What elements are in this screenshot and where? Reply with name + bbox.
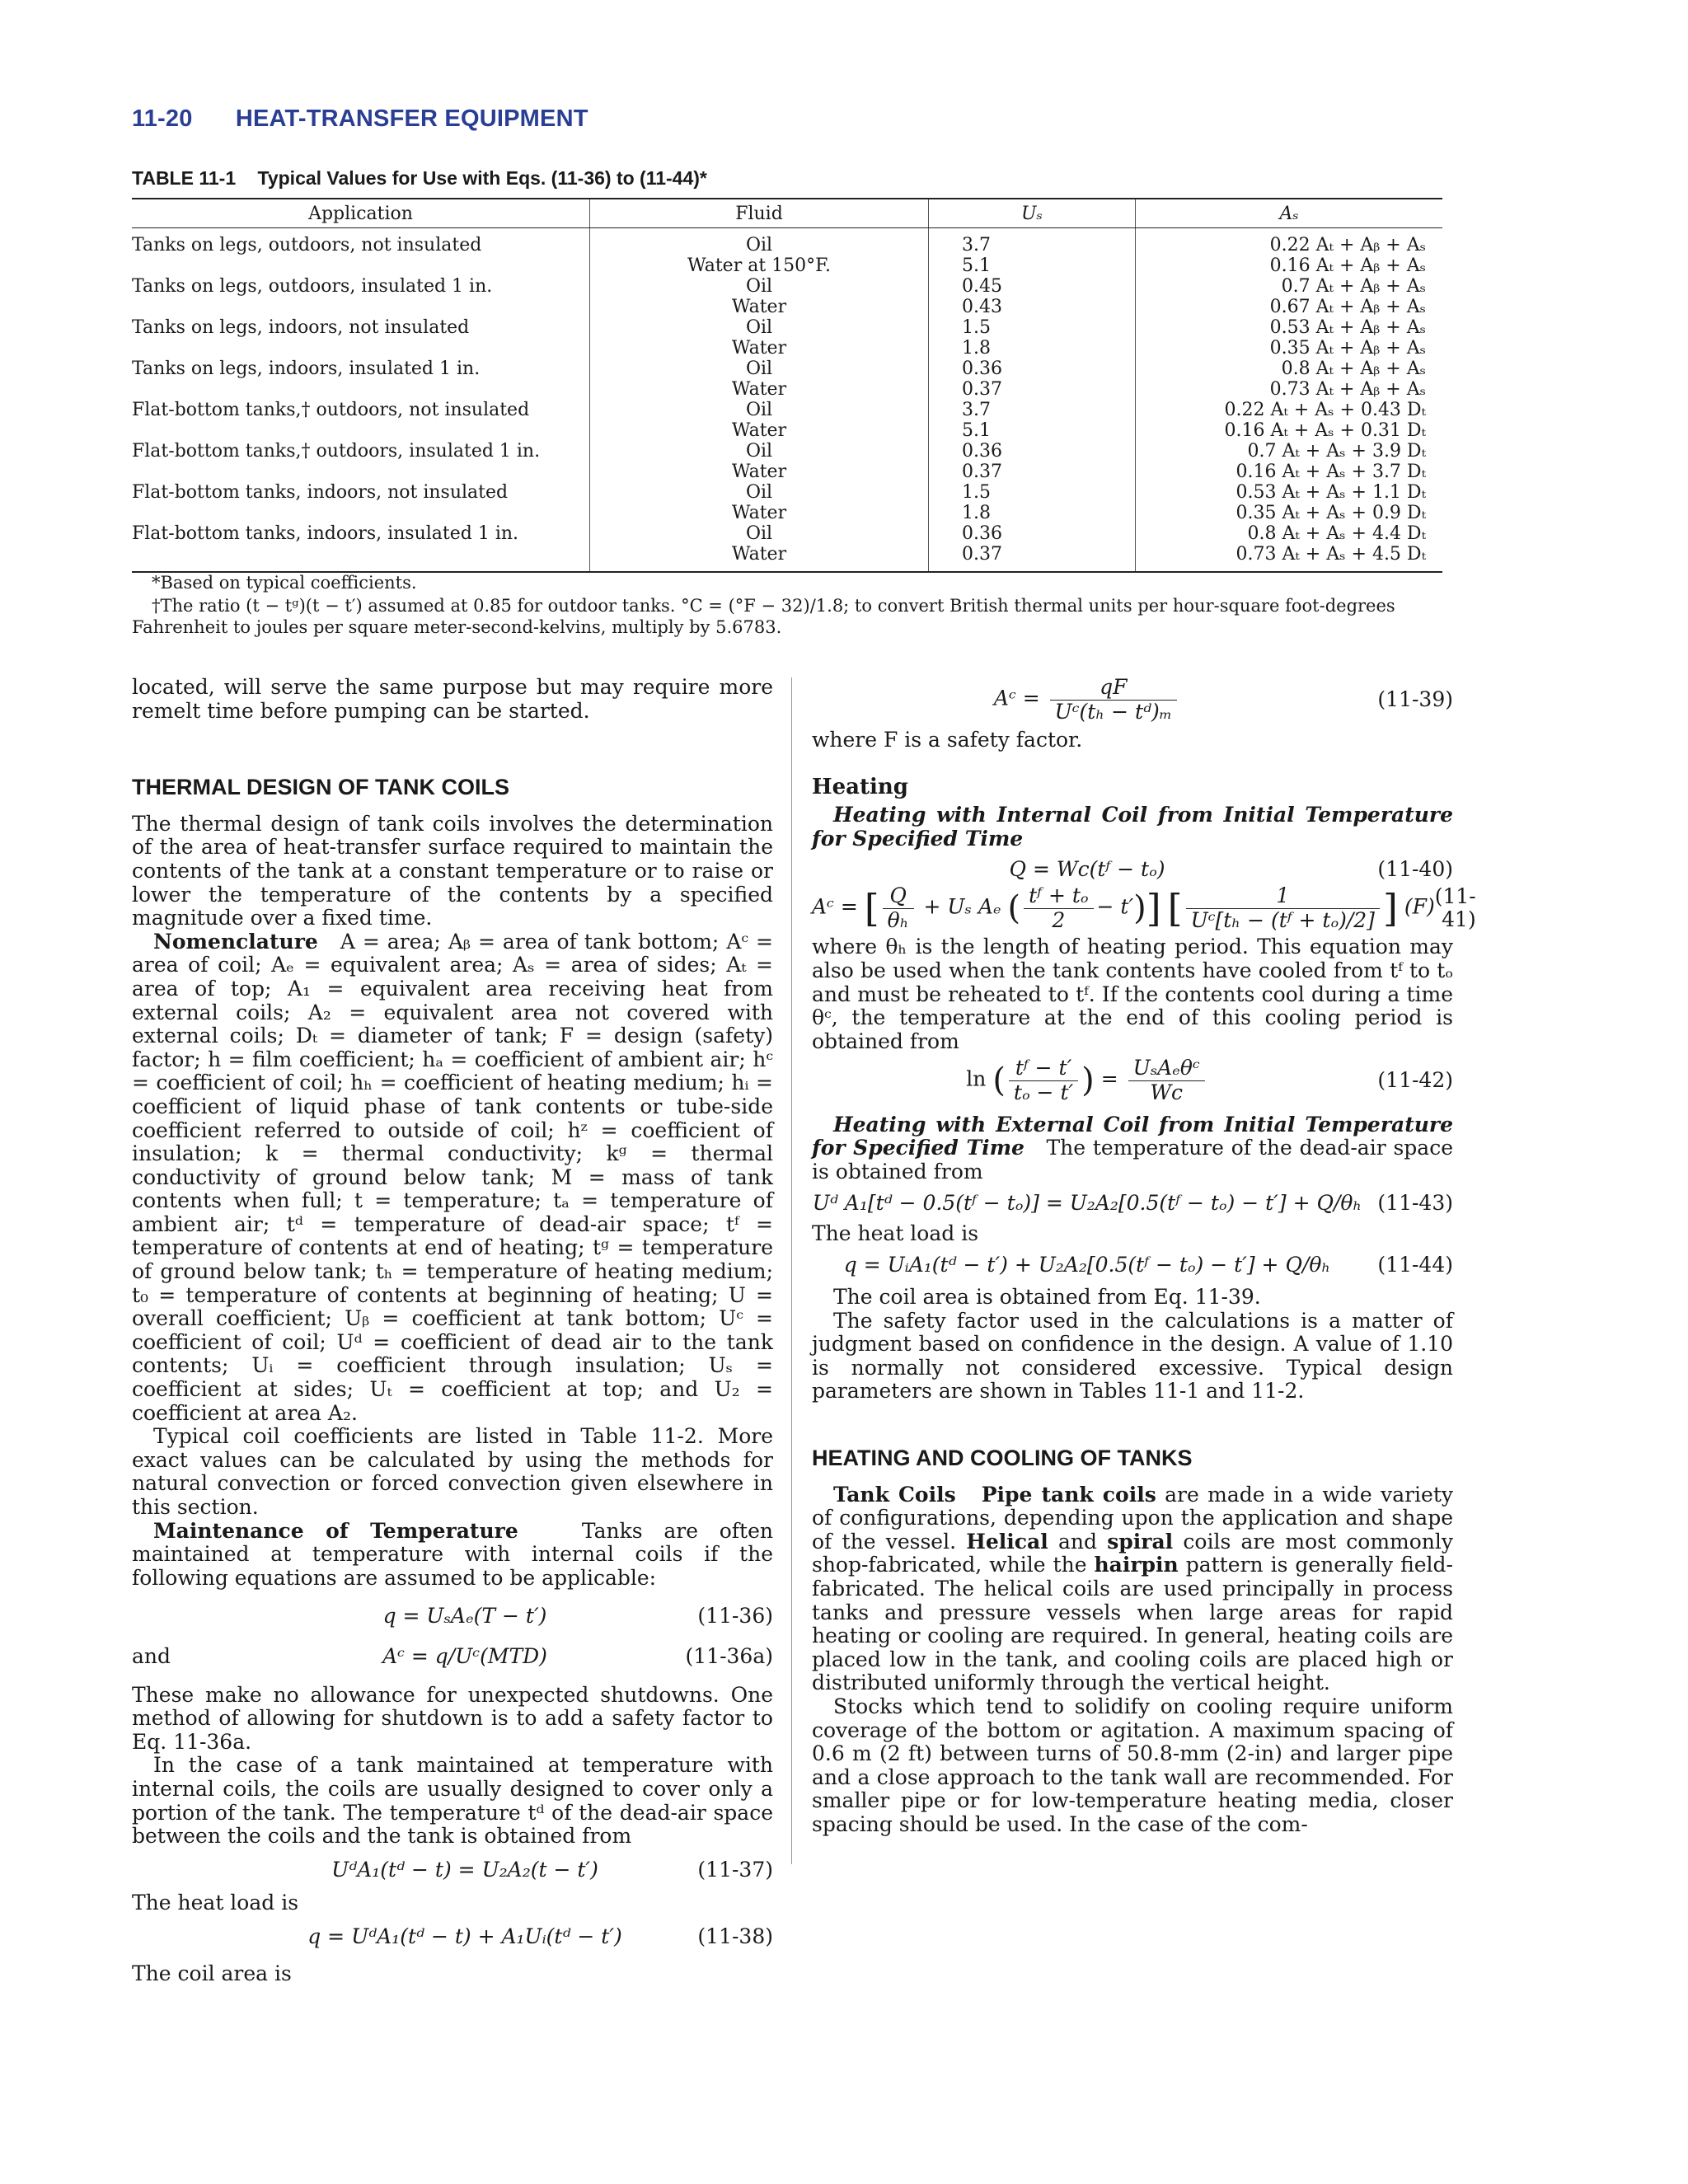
cell-us: 5.1 bbox=[929, 420, 1136, 441]
paragraph-safety-factor: where F is a safety factor. bbox=[812, 728, 1083, 752]
eq38-number: (11-38) bbox=[697, 1924, 773, 1948]
eq42-rden: Wc bbox=[1150, 1080, 1184, 1104]
cell-application bbox=[132, 297, 590, 317]
eq40-body: Q = Wc(tᶠ − tₒ) bbox=[1009, 856, 1165, 881]
paragraph-safety-judgment: The safety factor used in the calculations is a matter of judgment based on confidence in the design. A value of 1.10 is normally not considered excessive. Typical design parameters are shown in Tables 11-1 and 11-2. bbox=[812, 1308, 1453, 1404]
cell-as: 0.53 Aₜ + Aₛ + 1.1 Dₜ bbox=[1136, 482, 1443, 503]
cell-application bbox=[132, 379, 590, 400]
cell-fluid: Water bbox=[590, 462, 929, 482]
cell-fluid: Oil bbox=[590, 400, 929, 420]
cell-as: 0.8 Aₜ + Aᵦ + Aₛ bbox=[1136, 359, 1443, 379]
paragraph-external bbox=[812, 1113, 1453, 1184]
cell-as: 0.53 Aₜ + Aᵦ + Aₛ bbox=[1136, 317, 1443, 338]
paragraph-shutdown: These make no allowance for unexpected shutdowns. One method of allowing for shutdown is to add a safety factor to Eq. 11-36a. bbox=[132, 1682, 773, 1754]
cell-us: 0.36 bbox=[929, 359, 1136, 379]
cell-us: 0.36 bbox=[929, 441, 1136, 462]
running-head bbox=[132, 105, 588, 133]
eq43-number: (11-43) bbox=[1377, 1191, 1453, 1216]
cell-application: Tanks on legs, indoors, not insulated bbox=[132, 317, 470, 338]
table-label: TABLE 11-1 bbox=[132, 167, 237, 189]
cell-as: 0.7 Aₜ + Aᵦ + Aₛ bbox=[1136, 276, 1443, 297]
cell-fluid: Water bbox=[590, 503, 929, 523]
footnote-2: †The ratio (t − tᵍ)(t − t′) assumed at 0.85 for outdoor tanks. °C = (°F − 32)/1.8; to convert British thermal units per hour-square foot-degrees Fahrenheit to joules per square meter-second-kelvins, multiply by 5.6783. bbox=[132, 596, 1395, 637]
cell-as: 0.73 Aₜ + Aᵦ + Aₛ bbox=[1136, 379, 1443, 400]
eq40-number: (11-40) bbox=[1377, 856, 1453, 881]
table-row bbox=[132, 420, 1442, 441]
cell-us: 1.8 bbox=[929, 503, 1136, 523]
cell-application bbox=[132, 255, 590, 276]
paragraph-case: In the case of a tank maintained at temperature with internal coils, the coils are usually designed to cover only a portion of the tank. The temperature tᵈ of the dead-air space between the coils and the tank is obtained from bbox=[132, 1753, 773, 1849]
cell-application: Tanks on legs, indoors, insulated 1 in. bbox=[132, 359, 481, 379]
cell-us: 0.43 bbox=[929, 297, 1136, 317]
cell-us: 0.37 bbox=[929, 544, 1136, 572]
eq41-one: 1 bbox=[1186, 884, 1380, 909]
cell-application bbox=[132, 462, 590, 482]
maintenance-text: Tanks are often maintained at temperature with internal coils if the following equations are assumed to be applicable: bbox=[132, 1518, 773, 1590]
cell-us: 3.7 bbox=[929, 228, 1136, 256]
eq36-number: (11-36) bbox=[697, 1604, 773, 1629]
eq37-number: (11-37) bbox=[697, 1857, 773, 1882]
values-table bbox=[132, 198, 1442, 573]
cell-us: 3.7 bbox=[929, 400, 1136, 420]
eq36a-body: Aᶜ = q/Uᶜ(MTD) bbox=[382, 1643, 547, 1668]
equation-11-44 bbox=[812, 1254, 1453, 1277]
table-row bbox=[132, 544, 1442, 572]
bold-pipe-tank-coils: Pipe tank coils bbox=[981, 1482, 1156, 1507]
cell-fluid: Oil bbox=[590, 317, 929, 338]
eq41-tprime: − t′ bbox=[1096, 894, 1134, 919]
paragraph-nomenclature bbox=[132, 930, 773, 1425]
table-row bbox=[132, 359, 1442, 379]
cell-us: 0.37 bbox=[929, 379, 1136, 400]
bold-helical: Helical bbox=[966, 1529, 1048, 1554]
table-caption bbox=[132, 167, 707, 190]
cell-as: 0.16 Aₜ + Aₛ + 0.31 Dₜ bbox=[1136, 420, 1443, 441]
cell-us: 1.5 bbox=[929, 317, 1136, 338]
paragraph-intro: located, will serve the same purpose but may require more remelt time before pumping can be started. bbox=[132, 675, 773, 723]
cell-fluid: Water at 150°F. bbox=[590, 255, 929, 276]
heading-heating-cooling: HEATING AND COOLING OF TANKS bbox=[812, 1446, 1193, 1471]
paragraph-theta: where θₕ is the length of heating period. This equation may also be used when the tank contents have cooled from tᶠ to tₒ and must be reheated to tᶠ. If the contents cool during a time θᶜ, the temperature at the end of this cooling period is obtained from bbox=[812, 935, 1453, 1053]
eq41-tnum: tᶠ + tₒ bbox=[1024, 884, 1093, 909]
bold-hairpin: hairpin bbox=[1094, 1553, 1179, 1577]
coil-area-label: The coil area is bbox=[132, 1961, 292, 1985]
table-body bbox=[132, 228, 1442, 573]
cell-application bbox=[132, 544, 590, 572]
heat-load-label: The heat load is bbox=[132, 1891, 299, 1915]
eq37-body: UᵈA₁(tᵈ − t) = U₂A₂(t − t′) bbox=[331, 1857, 598, 1882]
table-row bbox=[132, 482, 1442, 503]
equation-11-36 bbox=[132, 1605, 773, 1629]
heading-internal-coil: Heating with Internal Coil from Initial Temperature for Specified Time bbox=[812, 803, 1453, 851]
cell-fluid: Oil bbox=[590, 482, 929, 503]
cell-application: Flat-bottom tanks, indoors, not insulated bbox=[132, 482, 509, 503]
tank-coils-head: Tank Coils bbox=[833, 1482, 956, 1507]
table-row bbox=[132, 255, 1442, 276]
cell-fluid: Oil bbox=[590, 276, 929, 297]
eq36a-number: (11-36a) bbox=[685, 1643, 773, 1668]
eq42-denominator: tₒ − t′ bbox=[1013, 1080, 1074, 1104]
cell-as: 0.22 Aₜ + Aₛ + 0.43 Dₜ bbox=[1136, 400, 1443, 420]
cell-us: 1.5 bbox=[929, 482, 1136, 503]
eq44-body: q = UᵢA₁(tᵈ − t′) + U₂A₂[0.5(tᶠ − tₒ) − t′] + Q/θₕ bbox=[843, 1253, 1331, 1277]
equation-11-40 bbox=[812, 858, 1453, 882]
eq42-number: (11-42) bbox=[1377, 1068, 1453, 1093]
paragraph-tank-coils bbox=[812, 1483, 1453, 1695]
nomenclature-head: Nomenclature bbox=[153, 929, 318, 954]
eq38-body: q = UᵈA₁(tᵈ − t) + A₁Uᵢ(tᵈ − t′) bbox=[307, 1924, 622, 1948]
eq42-ln: ln bbox=[966, 1066, 987, 1091]
eq41-lhs: Aᶜ = bbox=[812, 894, 858, 919]
cell-as: 0.16 Aₜ + Aₛ + 3.7 Dₜ bbox=[1136, 462, 1443, 482]
eq39-denominator: Uᶜ(tₕ − tᵈ)ₘ bbox=[1054, 699, 1173, 724]
eq41-den2: Uᶜ[tₕ − (tᶠ + tₒ)/2] bbox=[1190, 907, 1375, 932]
header-fluid: Fluid bbox=[590, 199, 929, 228]
eq39-lhs: Aᶜ = bbox=[993, 686, 1040, 710]
footnote-1: *Based on typical coefficients. bbox=[152, 573, 417, 593]
cell-fluid: Water bbox=[590, 544, 929, 572]
table-header-row bbox=[132, 199, 1442, 228]
tank-coils-text-2: and bbox=[1048, 1529, 1108, 1554]
cell-as: 0.67 Aₜ + Aᵦ + Aₛ bbox=[1136, 297, 1443, 317]
equation-11-39 bbox=[812, 676, 1453, 724]
paragraph-stocks: Stocks which tend to solidify on cooling require uniform coverage of the bottom or agitation. A maximum spacing of 0.6 m (2 ft) between turns of 50.8-mm (2-in) and larger pipe and a close approach to the tank wall are recommended. For smaller pipe or for low-temperature heating media, closer spacing should be used. In the case of the com- bbox=[812, 1694, 1453, 1836]
table-row bbox=[132, 462, 1442, 482]
cell-us: 0.37 bbox=[929, 462, 1136, 482]
header-as: Aₛ bbox=[1136, 199, 1443, 228]
header-application: Application bbox=[132, 199, 590, 228]
table-row bbox=[132, 441, 1442, 462]
right-column bbox=[812, 675, 1476, 1837]
cell-us: 1.8 bbox=[929, 338, 1136, 359]
heading-heating: Heating bbox=[812, 774, 908, 799]
cell-us: 0.45 bbox=[929, 276, 1136, 297]
paragraph-thermal: The thermal design of tank coils involves the determination of the area of heat-transfer surface required to maintain the contents of the tank at a constant temperature or to raise or lower the temperature of the contents by a specified magnitude over a fixed time. bbox=[132, 811, 773, 930]
cell-fluid: Oil bbox=[590, 228, 929, 256]
cell-application bbox=[132, 420, 590, 441]
table-title: Typical Values for Use with Eqs. (11-36) to (11-44)* bbox=[257, 167, 707, 189]
table-row bbox=[132, 523, 1442, 544]
cell-fluid: Water bbox=[590, 338, 929, 359]
cell-application: Flat-bottom tanks,† outdoors, not insulated bbox=[132, 400, 530, 420]
table-row bbox=[132, 276, 1442, 297]
equation-11-37 bbox=[132, 1858, 773, 1882]
tank-coils-text-4: pattern is generally field-fabricated. The helical coils are used principally in process tanks and pressure vessels when large areas for rapid heating or cooling are required. In general, heating coils are placed low in the tank, and cooling coils are placed high or distributed uniformly through the vertical height. bbox=[812, 1553, 1453, 1695]
eq39-numerator: qF bbox=[1050, 676, 1177, 701]
equation-11-36a bbox=[132, 1645, 773, 1669]
cell-fluid: Oil bbox=[590, 441, 929, 462]
cell-fluid: Oil bbox=[590, 359, 929, 379]
table-row bbox=[132, 400, 1442, 420]
cell-as: 0.73 Aₜ + Aₛ + 4.5 Dₜ bbox=[1136, 544, 1443, 572]
eq43-body: Uᵈ A₁[tᵈ − 0.5(tᶠ − tₒ)] = U₂A₂[0.5(tᶠ − tₒ) − t′] + Q/θₕ bbox=[812, 1191, 1362, 1216]
cell-application: Tanks on legs, outdoors, insulated 1 in. bbox=[132, 276, 493, 297]
page-number: 11-20 bbox=[132, 105, 193, 132]
eq36-body: q = UₛAₑ(T − t′) bbox=[382, 1604, 547, 1629]
equation-11-43 bbox=[812, 1192, 1453, 1216]
bold-spiral: spiral bbox=[1107, 1529, 1174, 1554]
eq41-theta: θₕ bbox=[887, 907, 909, 932]
cell-fluid: Water bbox=[590, 297, 929, 317]
and-word: and bbox=[132, 1643, 171, 1668]
eq44-number: (11-44) bbox=[1377, 1253, 1453, 1277]
maintenance-head: Maintenance of Temperature bbox=[153, 1518, 518, 1543]
paragraph-typical: Typical coil coefficients are listed in Table 11-2. More exact values can be calculated by using the methods for natural convection or forced convection given elsewhere in this section. bbox=[132, 1424, 773, 1519]
cell-as: 0.22 Aₜ + Aᵦ + Aₛ bbox=[1136, 228, 1443, 256]
eq42-rnum: UₛAₑθᶜ bbox=[1128, 1057, 1205, 1081]
table-row bbox=[132, 228, 1442, 256]
cell-application bbox=[132, 503, 590, 523]
eq41-q: Q bbox=[883, 884, 914, 909]
eq39-number: (11-39) bbox=[1377, 687, 1453, 711]
cell-application: Flat-bottom tanks,† outdoors, insulated 1 in. bbox=[132, 441, 541, 462]
tank-coils-text-1: are made in a wide variety of configurations, depending upon the application and shape of the vessel. bbox=[812, 1482, 1454, 1554]
eq42-equals: = bbox=[1100, 1066, 1118, 1091]
table-row bbox=[132, 379, 1442, 400]
table-row bbox=[132, 317, 1442, 338]
eq41-factor: (F) bbox=[1404, 894, 1435, 919]
paragraph-coil-area: The coil area is obtained from Eq. 11-39. bbox=[833, 1285, 1261, 1310]
column-divider bbox=[791, 677, 792, 1864]
cell-as: 0.7 Aₜ + Aₛ + 3.9 Dₜ bbox=[1136, 441, 1443, 462]
table-row bbox=[132, 297, 1442, 317]
heading-thermal-design: THERMAL DESIGN OF TANK COILS bbox=[132, 775, 509, 800]
external-text: The temperature of the dead-air space is obtained from bbox=[812, 1136, 1454, 1183]
left-column bbox=[132, 676, 773, 1985]
cell-us: 5.1 bbox=[929, 255, 1136, 276]
section-title: HEAT-TRANSFER EQUIPMENT bbox=[235, 105, 588, 132]
eq41-mid: + Uₛ Aₑ bbox=[923, 894, 1001, 919]
heading-external-coil: Heating with External Coil from Initial Temperature for Specified Time bbox=[812, 1112, 1453, 1160]
equation-11-38 bbox=[132, 1925, 773, 1949]
cell-fluid: Water bbox=[590, 420, 929, 441]
equation-11-41: Aᶜ = [ $\frac{Q}{\text{θₕ}}$ + Uₛ Aₑ ( $\frac{\text{tᶠ + tₒ}}{2}$ − t′)] [ $\frac{1}{\text{Uᶜ[tₕ − (tᶠ + tₒ)/2]}}$ ] (F) (11-41) bbox=[812, 883, 1476, 932]
cell-fluid: Oil bbox=[590, 523, 929, 544]
nomenclature-text: A = area; Aᵦ = area of tank bottom; Aᶜ = area of coil; Aₑ = equivalent area; Aₛ = area of sides; Aₜ = area of top; A₁ = equivalent area receiving heat from external coils; A₂ = equivalent area not covered with external coils; Dₜ = diameter of tank; F = design (safety) factor; h = film coefficient; hₐ = coefficient of ambient air; hᶜ = coefficient of coil; hₕ = coefficient of heating medium; hᵢ = coefficient of liquid phase of tank contents or tube-side coefficient referred to outside of coil; hᶻ = coefficient of insulation; k = thermal conductivity; kᵍ = thermal conductivity of ground below tank; M = mass of tank contents when full; t = temperature; tₐ = temperature of ambient air; tᵈ = temperature of dead-air space; tᶠ = temperature of contents at end of heating; tᵍ = temperature of ground below tank; tₕ = temperature of heating medium; t₀ = temperature of contents at beginning of heating; U = overall coefficient; Uᵦ = coefficient at tank bottom; Uᶜ = coefficient of coil; Uᵈ = coefficient of dead air to the tank contents; Uᵢ = coefficient through insulation; Uₛ = coefficient at sides; Uₜ = coefficient at top; and U₂ = coefficient at area A₂. bbox=[132, 929, 774, 1425]
heat-load-label-right: The heat load is bbox=[812, 1221, 979, 1245]
table-row bbox=[132, 338, 1442, 359]
cell-fluid: Water bbox=[590, 379, 929, 400]
cell-as: 0.8 Aₜ + Aₛ + 4.4 Dₜ bbox=[1136, 523, 1443, 544]
cell-as: 0.35 Aₜ + Aₛ + 0.9 Dₜ bbox=[1136, 503, 1443, 523]
tank-coils-text-3: coils are most commonly shop-fabricated, while the bbox=[812, 1529, 1454, 1577]
equation-11-42: ln ( $\frac{\text{tᶠ − t′}}{\text{tₒ − t′}}$ ) = $\frac{\text{UₛAₑθᶜ}}{Wc}$ (11-42) bbox=[966, 1056, 1453, 1104]
cell-us: 0.36 bbox=[929, 523, 1136, 544]
eq41-tden: 2 bbox=[1052, 907, 1066, 932]
table-row bbox=[132, 503, 1442, 523]
header-us: Uₛ bbox=[929, 199, 1136, 228]
cell-application: Tanks on legs, outdoors, not insulated bbox=[132, 235, 482, 255]
cell-as: 0.16 Aₜ + Aᵦ + Aₛ bbox=[1136, 255, 1443, 276]
cell-as: 0.35 Aₜ + Aᵦ + Aₛ bbox=[1136, 338, 1443, 359]
paragraph-maintenance bbox=[132, 1520, 773, 1591]
cell-application bbox=[132, 338, 590, 359]
cell-application: Flat-bottom tanks, indoors, insulated 1 in. bbox=[132, 523, 519, 544]
eq41-number: (11-41) bbox=[1434, 883, 1476, 932]
eq42-numerator: tᶠ − t′ bbox=[1009, 1057, 1078, 1081]
